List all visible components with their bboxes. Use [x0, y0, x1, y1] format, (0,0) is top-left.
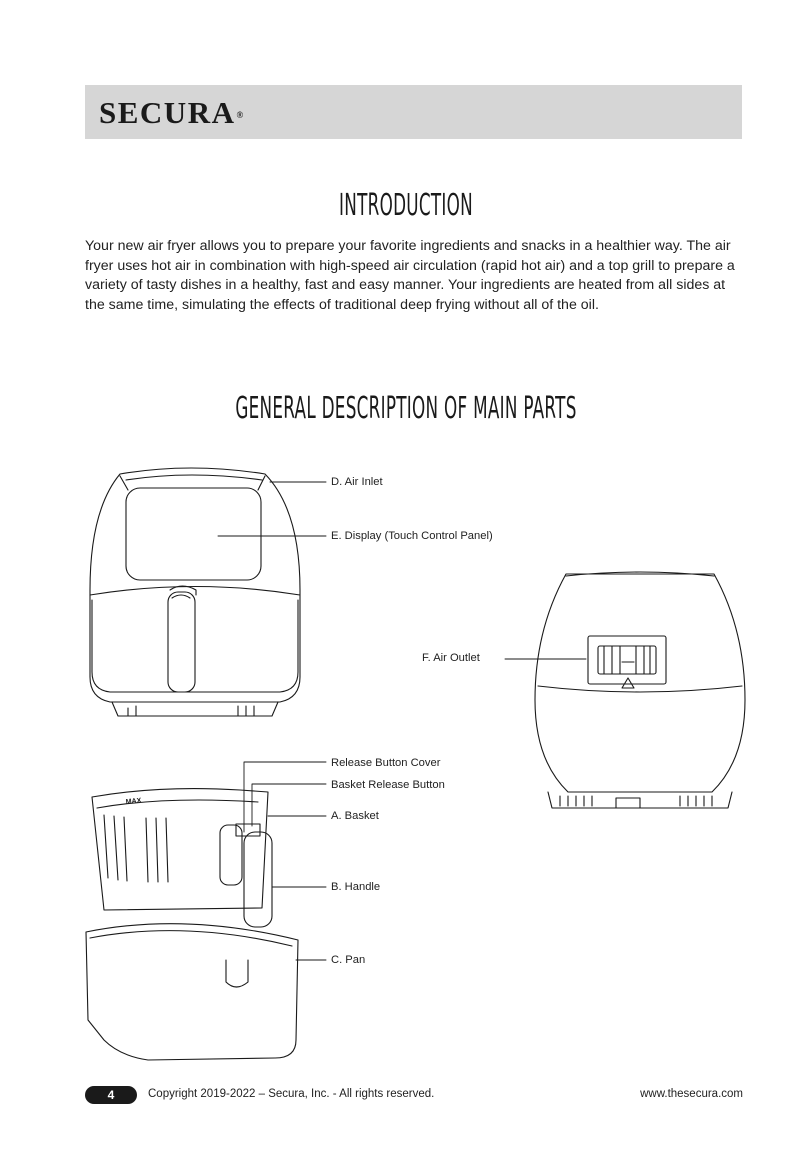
- basket-drawing: [92, 789, 272, 927]
- leader-lines: [218, 482, 586, 960]
- label-pan: C. Pan: [331, 954, 366, 966]
- registered-mark: ®: [236, 110, 245, 120]
- air-fryer-front-view: [90, 468, 300, 716]
- brand-logo: [99, 96, 245, 130]
- introduction-heading: INTRODUCTION: [338, 188, 474, 223]
- max-mark: MAX: [125, 797, 142, 806]
- brand-name: SECURA: [99, 95, 236, 130]
- air-fryer-back-view: [535, 572, 745, 808]
- label-basket-release-button: Basket Release Button: [331, 779, 445, 791]
- introduction-paragraph: Your new air fryer allows you to prepare your favorite ingredients and snacks in a healthier way. The air fryer uses hot air in combination with high-speed air circulation (rapid hot air) and a top grill to prepare a variety of tasty dishes in a healthy, fast and easy manner. Your ingredients are heated from all sides at the same time, simulating the effects of traditional deep frying without all of the oil.: [85, 238, 735, 313]
- label-air-inlet: D. Air Inlet: [331, 476, 383, 488]
- pan-drawing: [86, 924, 298, 1060]
- parts-diagram: [0, 440, 812, 1080]
- label-basket: A. Basket: [331, 810, 379, 822]
- header-band: [85, 85, 742, 139]
- label-air-outlet: F. Air Outlet: [422, 652, 480, 664]
- copyright-notice: Copyright 2019-2022 – Secura, Inc. - All rights reserved.: [148, 1088, 435, 1100]
- label-handle: B. Handle: [331, 881, 381, 893]
- page-footer: [85, 1086, 743, 1106]
- label-release-button-cover: Release Button Cover: [331, 757, 441, 769]
- parts-heading: GENERAL DESCRIPTION OF MAIN PARTS: [235, 391, 577, 426]
- website-link[interactable]: www.thesecura.com: [640, 1088, 743, 1100]
- label-display: E. Display (Touch Control Panel): [331, 530, 493, 542]
- page-number-badge: 4: [85, 1086, 137, 1104]
